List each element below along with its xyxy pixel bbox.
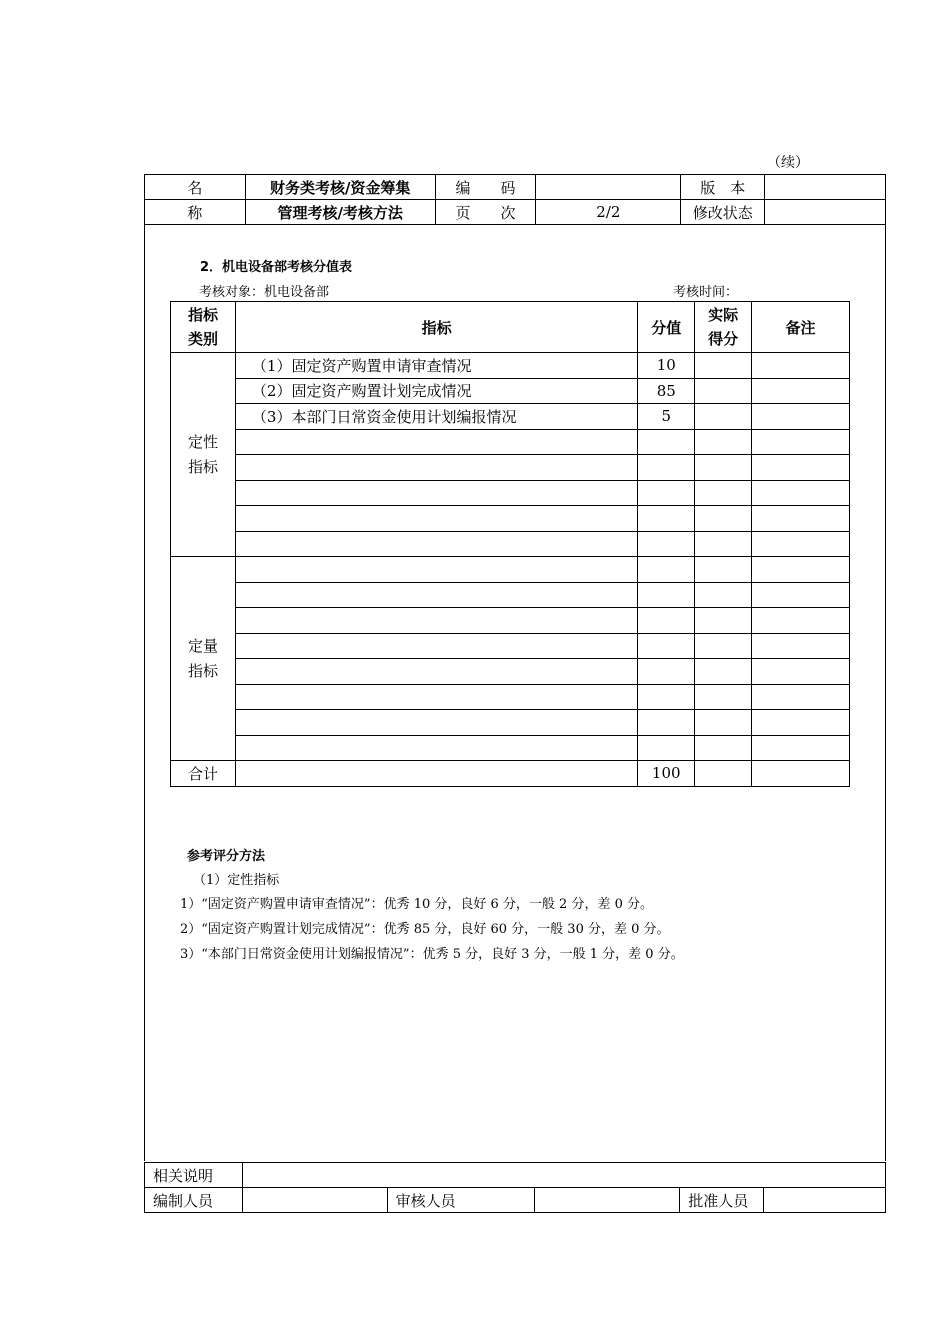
qualitative-score-cell: 10 xyxy=(638,353,695,379)
page-value: 2/2 xyxy=(536,200,681,225)
quantitative-remark-cell xyxy=(752,608,850,634)
quantitative-row xyxy=(171,684,850,710)
revision-value xyxy=(765,200,886,225)
assessment-time: 考核时间： xyxy=(673,285,739,300)
qualitative-row xyxy=(171,531,850,557)
quantitative-actual-cell xyxy=(695,659,752,685)
qualitative-indicator-cell: （2）固定资产购置计划完成情况 xyxy=(235,378,637,404)
approver-label: 批准人员 xyxy=(680,1188,764,1213)
reference-line-1: 1）“固定资产购置申请审查情况”：优秀 10 分，良好 6 分，一般 2 分，差 0 分。 xyxy=(180,897,653,912)
qualitative-actual-cell xyxy=(695,353,752,379)
total-indicator xyxy=(235,761,637,787)
name-label: 名 xyxy=(145,175,246,200)
qualitative-category-line-2: 指标 xyxy=(187,457,218,476)
quantitative-score-cell xyxy=(638,659,695,685)
quantitative-indicator-cell xyxy=(235,633,637,659)
header-score: 分值 xyxy=(638,302,695,353)
qualitative-score-cell xyxy=(638,531,695,557)
footer-table xyxy=(144,1162,886,1213)
qualitative-remark-cell xyxy=(752,353,850,379)
doc-title-line-1: 财务类考核/资金筹集 xyxy=(245,175,435,200)
qualitative-indicator-cell: （3）本部门日常资金使用计划编报情况 xyxy=(235,404,637,430)
qualitative-indicator-cell: （1）固定资产购置申请审查情况 xyxy=(235,353,637,379)
section-title: 2．机电设备部考核分值表 xyxy=(200,260,353,275)
quantitative-category-line-2: 指标 xyxy=(187,661,218,680)
qualitative-actual-cell xyxy=(695,429,752,455)
quantitative-score-cell xyxy=(638,582,695,608)
qualitative-row xyxy=(171,506,850,532)
quantitative-row xyxy=(171,582,850,608)
header-actual-line-1: 实际 xyxy=(708,306,739,324)
qualitative-remark-cell xyxy=(752,506,850,532)
header-indicator: 指标 xyxy=(235,302,637,353)
qualitative-actual-cell xyxy=(695,378,752,404)
quantitative-remark-cell xyxy=(752,684,850,710)
version-label: 版 本 xyxy=(681,175,765,200)
quantitative-row xyxy=(171,710,850,736)
code-value xyxy=(536,175,681,200)
reviewer-label: 审核人员 xyxy=(387,1188,535,1213)
total-actual xyxy=(695,761,752,787)
quantitative-remark-cell xyxy=(752,557,850,583)
qualitative-indicator-cell xyxy=(235,531,637,557)
qualitative-row xyxy=(171,429,850,455)
qualitative-indicator-cell xyxy=(235,429,637,455)
score-table xyxy=(170,301,850,787)
editor-value xyxy=(242,1188,387,1213)
doc-title-line-2: 管理考核/考核方法 xyxy=(245,200,435,225)
total-remark xyxy=(752,761,850,787)
quantitative-row xyxy=(171,633,850,659)
qualitative-row xyxy=(171,404,850,430)
quantitative-category-line-1: 定量 xyxy=(187,636,218,655)
quantitative-score-cell xyxy=(638,735,695,761)
header-table xyxy=(144,174,886,225)
approver-value xyxy=(764,1188,886,1213)
version-value xyxy=(765,175,886,200)
quantitative-category xyxy=(171,557,236,761)
quantitative-indicator-cell xyxy=(235,582,637,608)
total-score: 100 xyxy=(638,761,695,787)
quantitative-score-cell xyxy=(638,710,695,736)
quantitative-remark-cell xyxy=(752,735,850,761)
page-label: 页 次 xyxy=(435,200,536,225)
qualitative-row xyxy=(171,353,850,379)
reviewer-value xyxy=(535,1188,680,1213)
qualitative-category-line-1: 定性 xyxy=(187,432,218,451)
related-label: 相关说明 xyxy=(145,1163,243,1188)
quantitative-indicator-cell xyxy=(235,710,637,736)
header-category-line-1: 指标 xyxy=(187,306,218,324)
qualitative-row xyxy=(171,378,850,404)
total-row xyxy=(171,761,850,787)
quantitative-actual-cell xyxy=(695,735,752,761)
qualitative-actual-cell xyxy=(695,455,752,481)
qualitative-category xyxy=(171,353,236,557)
quantitative-row xyxy=(171,735,850,761)
quantitative-indicator-cell xyxy=(235,608,637,634)
quantitative-actual-cell xyxy=(695,608,752,634)
qualitative-score-cell: 85 xyxy=(638,378,695,404)
quantitative-score-cell xyxy=(638,557,695,583)
related-value xyxy=(242,1163,885,1188)
quantitative-remark-cell xyxy=(752,710,850,736)
qualitative-remark-cell xyxy=(752,429,850,455)
quantitative-remark-cell xyxy=(752,633,850,659)
qualitative-remark-cell xyxy=(752,480,850,506)
quantitative-actual-cell xyxy=(695,557,752,583)
quantitative-score-cell xyxy=(638,608,695,634)
qualitative-actual-cell xyxy=(695,404,752,430)
quantitative-indicator-cell xyxy=(235,659,637,685)
quantitative-row xyxy=(171,557,850,583)
qualitative-remark-cell xyxy=(752,531,850,557)
qualitative-score-cell xyxy=(638,506,695,532)
reference-subtitle: （1）定性指标 xyxy=(193,873,280,888)
quantitative-indicator-cell xyxy=(235,557,637,583)
qualitative-score-cell xyxy=(638,480,695,506)
quantitative-actual-cell xyxy=(695,582,752,608)
header-actual-line-2: 得分 xyxy=(708,330,739,348)
qualitative-remark-cell xyxy=(752,404,850,430)
continued-mark: （续） xyxy=(767,155,809,171)
reference-line-3: 3）“本部门日常资金使用计划编报情况”：优秀 5 分，良好 3 分，一般 1 分，差 0 分。 xyxy=(180,947,684,962)
header-remark: 备注 xyxy=(752,302,850,353)
quantitative-actual-cell xyxy=(695,633,752,659)
qualitative-indicator-cell xyxy=(235,455,637,481)
quantitative-remark-cell xyxy=(752,582,850,608)
qualitative-remark-cell xyxy=(752,455,850,481)
revision-label: 修改状态 xyxy=(681,200,765,225)
quantitative-actual-cell xyxy=(695,710,752,736)
qualitative-actual-cell xyxy=(695,506,752,532)
quantitative-row xyxy=(171,608,850,634)
quantitative-actual-cell xyxy=(695,684,752,710)
reference-line-2: 2）“固定资产购置计划完成情况”：优秀 85 分，良好 60 分，一般 30 分，差 0 分。 xyxy=(180,922,670,937)
qualitative-score-cell xyxy=(638,455,695,481)
qualitative-score-cell: 5 xyxy=(638,404,695,430)
header-category-line-2: 类别 xyxy=(187,330,218,348)
header-actual xyxy=(695,302,752,353)
editor-label: 编制人员 xyxy=(145,1188,243,1213)
qualitative-actual-cell xyxy=(695,480,752,506)
code-label: 编 码 xyxy=(435,175,536,200)
qualitative-row xyxy=(171,480,850,506)
qualitative-indicator-cell xyxy=(235,506,637,532)
qualitative-indicator-cell xyxy=(235,480,637,506)
quantitative-remark-cell xyxy=(752,659,850,685)
quantitative-score-cell xyxy=(638,633,695,659)
quantitative-score-cell xyxy=(638,684,695,710)
qualitative-remark-cell xyxy=(752,378,850,404)
reference-title: 参考评分方法 xyxy=(187,849,266,864)
name-label-2: 称 xyxy=(145,200,246,225)
quantitative-row xyxy=(171,659,850,685)
header-category xyxy=(171,302,236,353)
quantitative-indicator-cell xyxy=(235,735,637,761)
qualitative-row xyxy=(171,455,850,481)
quantitative-indicator-cell xyxy=(235,684,637,710)
assessment-object: 考核对象：机电设备部 xyxy=(199,285,330,300)
total-label: 合计 xyxy=(171,761,236,787)
qualitative-actual-cell xyxy=(695,531,752,557)
qualitative-score-cell xyxy=(638,429,695,455)
